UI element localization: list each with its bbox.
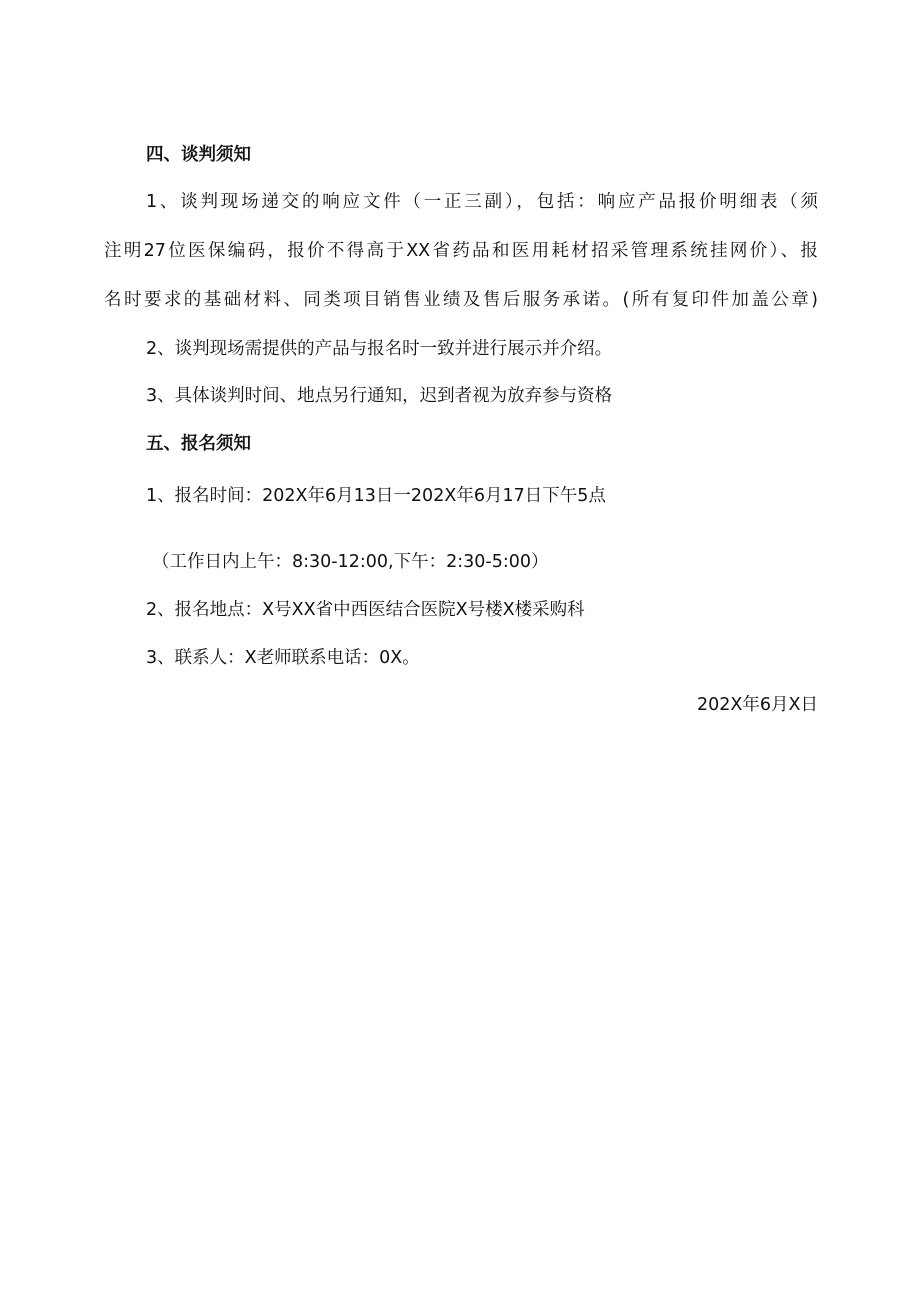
section-four-item-2: 2、谈判现场需提供的产品与报名时一致并进行展示并介绍。 — [146, 339, 613, 359]
section-five-working-hours: （工作日内上午：8:30-12:00,下午：2:30-5:00） — [152, 552, 549, 572]
document-date: 202X年6月X日 — [696, 695, 818, 715]
section-five-heading: 五、报名须知 — [146, 434, 251, 454]
section-four-item-3: 3、具体谈判时间、地点另行通知，迟到者视为放弃参与资格 — [146, 386, 613, 406]
section-four-item-1-line-1: 1、谈判现场递交的响应文件（一正三副），包括：响应产品报价明细表（须 — [146, 192, 818, 212]
section-five-item-1: 1、报名时间：202X年6月13日一202X年6月17日下午5点 — [146, 486, 606, 506]
section-four-heading: 四、谈判须知 — [146, 145, 251, 165]
section-five-item-3: 3、联系人：X老师联系电话：0X。 — [146, 648, 420, 668]
section-four-item-1-line-3: 名时要求的基础材料、同类项目销售业绩及售后服务承诺。(所有复印件加盖公章) — [104, 290, 818, 310]
section-five-item-2: 2、报名地点：X号XX省中西医结合医院X号楼X楼采购科 — [146, 600, 585, 620]
section-four-item-1-line-2: 注明27位医保编码，报价不得高于XX省药品和医用耗材招采管理系统挂网价）、报 — [104, 241, 818, 261]
